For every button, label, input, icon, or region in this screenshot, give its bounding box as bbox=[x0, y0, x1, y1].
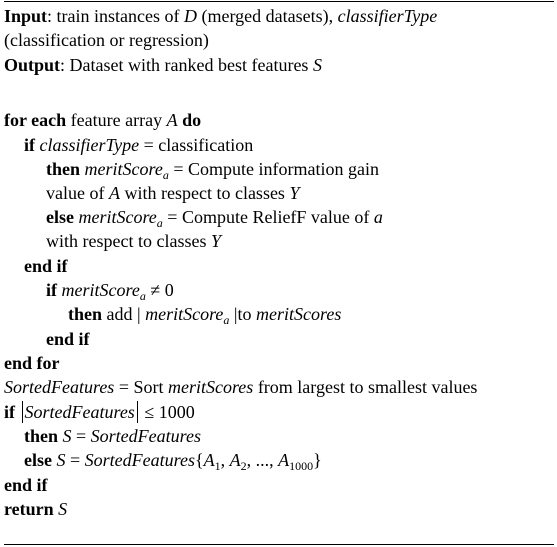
input-classifier-type: classifierType bbox=[337, 6, 438, 26]
l6-text: with respect to classes bbox=[46, 231, 211, 251]
output-text: : Dataset with ranked best features bbox=[60, 55, 313, 75]
l9-text: add | bbox=[102, 304, 146, 324]
bottom-rule bbox=[4, 544, 554, 545]
l9-sub: a bbox=[223, 313, 230, 327]
line-if-classifier bbox=[24, 134, 253, 156]
l8-merit-score: meritScore bbox=[61, 280, 140, 300]
l15-A3: A bbox=[278, 450, 290, 470]
l1-A: A bbox=[166, 110, 178, 130]
kw-then-2: then bbox=[68, 304, 103, 324]
input-D: D bbox=[184, 6, 197, 26]
l15-A1: A bbox=[203, 450, 215, 470]
kw-else-2: else bbox=[24, 450, 52, 470]
l4-A: A bbox=[108, 183, 120, 203]
output-S: S bbox=[312, 55, 322, 75]
l9-merit-scores: meritScores bbox=[256, 304, 342, 324]
l15-sub3: 1000 bbox=[289, 459, 314, 473]
kw-if-3: if bbox=[4, 402, 15, 422]
line-then-info-gain bbox=[46, 158, 379, 180]
kw-end-if-2: end if bbox=[46, 329, 90, 349]
l13-sorted-features: SortedFeatures bbox=[24, 402, 135, 422]
l15-sorted-features: SortedFeatures bbox=[84, 450, 195, 470]
line-end-if-3 bbox=[4, 474, 48, 496]
kw-end-if: end if bbox=[24, 256, 68, 276]
l14-sorted-features: SortedFeatures bbox=[90, 426, 201, 446]
abs-bar-left bbox=[22, 401, 23, 423]
line-end-if-1 bbox=[24, 255, 68, 277]
kw-if: if bbox=[24, 135, 35, 155]
l9-text2: |to bbox=[229, 304, 257, 324]
output-line bbox=[4, 54, 322, 76]
line-else-relieff bbox=[46, 206, 383, 228]
kw-then: then bbox=[46, 159, 81, 179]
kw-end-for: end for bbox=[4, 353, 60, 373]
kw-then-3: then bbox=[24, 426, 59, 446]
l15-brace-open: { bbox=[194, 450, 204, 470]
l15-brace-close: } bbox=[313, 450, 322, 470]
l15-sub1: 1 bbox=[214, 459, 221, 473]
l15-comma: , bbox=[220, 450, 230, 470]
l5-merit-score: meritScore bbox=[78, 207, 157, 227]
line-return bbox=[4, 498, 67, 520]
l1-text: feature array bbox=[66, 110, 167, 130]
top-rule bbox=[4, 1, 554, 2]
abs-bar-right bbox=[137, 401, 138, 423]
l15-dots: , ..., bbox=[246, 450, 279, 470]
input-text: : train instances of bbox=[47, 6, 184, 26]
l15-S: S bbox=[56, 450, 66, 470]
line-end-for bbox=[4, 352, 60, 374]
kw-else: else bbox=[46, 207, 74, 227]
input-keyword: Input bbox=[4, 6, 48, 26]
l2-classifier-type: classifierType bbox=[39, 135, 140, 155]
l12-merit-scores: meritScores bbox=[167, 377, 254, 397]
l5-text: = Compute ReliefF value of bbox=[162, 207, 374, 227]
l13-text: ≤ 1000 bbox=[139, 402, 195, 422]
l5-sub: a bbox=[156, 216, 163, 230]
l15-text: = bbox=[65, 450, 85, 470]
input-text2: (merged datasets), bbox=[197, 6, 338, 26]
line-if-size bbox=[4, 401, 195, 423]
line-then-s bbox=[24, 425, 201, 447]
l3-merit-score: meritScore bbox=[84, 159, 163, 179]
line-respect-classes bbox=[46, 230, 221, 252]
l12-sorted-features: SortedFeatures bbox=[4, 377, 115, 397]
l2-text: = classification bbox=[139, 135, 254, 155]
l17-S: S bbox=[58, 499, 68, 519]
l12-text2: from largest to smallest values bbox=[253, 377, 478, 397]
l5-a: a bbox=[373, 207, 383, 227]
l8-sub: a bbox=[139, 289, 146, 303]
kw-if-2: if bbox=[46, 280, 57, 300]
l4-Y: Y bbox=[289, 183, 300, 203]
kw-do: do bbox=[182, 110, 202, 130]
line-else-s bbox=[24, 449, 322, 471]
kw-for-each: for each bbox=[4, 110, 67, 130]
l12-text: = Sort bbox=[114, 377, 168, 397]
kw-end-if-3: end if bbox=[4, 475, 48, 495]
l14-text: = bbox=[71, 426, 91, 446]
line-value-of-A bbox=[46, 182, 299, 204]
l15-sub2: 2 bbox=[240, 459, 247, 473]
l6-Y: Y bbox=[210, 231, 221, 251]
l14-S: S bbox=[62, 426, 72, 446]
kw-return: return bbox=[4, 499, 54, 519]
l3-sub: a bbox=[162, 168, 169, 182]
l9-merit-score: meritScore bbox=[145, 304, 224, 324]
output-keyword: Output bbox=[4, 55, 61, 75]
line-if-merit-nonzero bbox=[46, 279, 174, 301]
input-line bbox=[4, 5, 437, 27]
algorithm-box bbox=[4, 0, 554, 547]
input-text3: (classification or regression) bbox=[4, 30, 209, 50]
l8-text: ≠ 0 bbox=[145, 280, 174, 300]
l4-text2: with respect to classes bbox=[119, 183, 290, 203]
line-end-if-2 bbox=[46, 328, 90, 350]
line-sorted-features bbox=[4, 376, 477, 398]
l3-text: = Compute information gain bbox=[168, 159, 379, 179]
l4-text: value of bbox=[46, 183, 109, 203]
line-for-each bbox=[4, 109, 201, 131]
l15-A2: A bbox=[229, 450, 241, 470]
input-line-2 bbox=[4, 29, 209, 51]
line-then-add bbox=[68, 303, 341, 325]
